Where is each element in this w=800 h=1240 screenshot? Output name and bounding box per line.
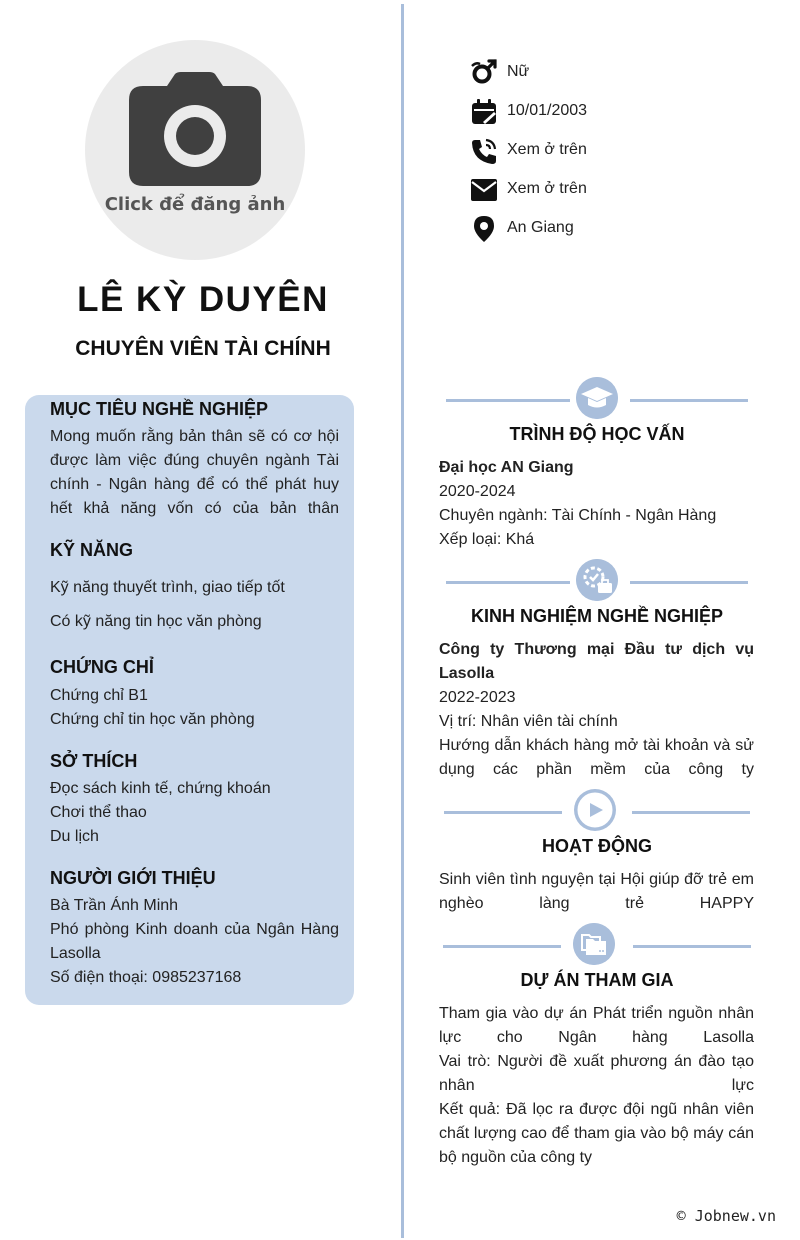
projects-result: Kết quả: Đã lọc ra được đội ngũ nhân viên chất lượng cao để tham gia vào bộ máy cán bộ nguồn của công ty — [439, 1101, 754, 1166]
education-years: 2020-2024 — [439, 483, 516, 500]
experience-heading: KINH NGHIỆM NGHỀ NGHIỆP — [470, 606, 724, 626]
objective-text: Mong muốn rằng bản thân sẽ có cơ hội được làm việc đúng chuyên ngành Tài chính - Ngân hàng để có thể phát huy hết khả năng vốn có của bản thân — [50, 428, 339, 517]
activities-heading: HOẠT ĐỘNG — [542, 836, 652, 856]
avatar-upload[interactable] — [85, 40, 305, 260]
folders-icon — [573, 923, 615, 965]
experience-description: Hướng dẫn khách hàng mở tài khoản và sử dụng các phần mềm của công ty — [439, 737, 754, 778]
location-pin-icon — [470, 215, 498, 243]
play-icon — [574, 789, 616, 831]
address-value: An Giang — [507, 219, 574, 236]
gender-value: Nữ — [507, 63, 530, 80]
avatar-upload-label: Click để đăng ảnh — [104, 194, 286, 215]
candidate-name: LÊ KỲ DUYÊN — [77, 280, 329, 319]
referee-position: Phó phòng Kinh doanh của Ngân Hàng Lasolla — [50, 921, 339, 962]
hobby-item: Chơi thể thao — [50, 804, 147, 821]
referee-name: Bà Trần Ánh Minh — [50, 897, 179, 914]
hobby-item: Du lịch — [50, 828, 99, 845]
education-major: Chuyên ngành: Tài Chính - Ngân Hàng — [439, 507, 717, 524]
skill-item: Có kỹ năng tin học văn phòng — [50, 613, 262, 630]
experience-role: Vị trí: Nhân viên tài chính — [439, 713, 618, 730]
certificate-item: Chứng chỉ B1 — [50, 687, 148, 704]
education-school: Đại học AN Giang — [439, 459, 574, 476]
envelope-icon — [470, 176, 498, 204]
center-divider — [401, 4, 404, 1238]
phone-value: Xem ở trên — [507, 141, 587, 158]
skill-item: Kỹ năng thuyết trình, giao tiếp tốt — [50, 579, 285, 596]
referee-heading: NGƯỜI GIỚI THIỆU — [50, 868, 216, 888]
experience-company: Công ty Thương mại Đầu tư dịch vụ Lasolla — [439, 641, 754, 682]
job-title: CHUYÊN VIÊN TÀI CHÍNH — [75, 337, 331, 360]
hobby-item: Đọc sách kinh tế, chứng khoán — [50, 780, 271, 797]
calendar-icon — [470, 98, 498, 126]
education-heading: TRÌNH ĐỘ HỌC VẤN — [509, 424, 685, 444]
activities-text: Sinh viên tình nguyện tại Hội giúp đỡ trẻ em nghèo làng trẻ HAPPY — [439, 871, 754, 912]
briefcase-gear-icon — [576, 559, 618, 601]
gender-icon — [470, 59, 498, 87]
phone-icon — [470, 137, 498, 165]
referee-phone: Số điện thoại: 0985237168 — [50, 969, 242, 986]
certificates-heading: CHỨNG CHỈ — [50, 657, 154, 677]
email-value: Xem ở trên — [507, 180, 587, 197]
projects-project: Tham gia vào dự án Phát triển nguồn nhân lực cho Ngân hàng Lasolla — [439, 1005, 754, 1046]
projects-heading: DỰ ÁN THAM GIA — [520, 970, 674, 990]
objective-heading: MỤC TIÊU NGHỀ NGHIỆP — [50, 399, 269, 419]
education-grade: Xếp loại: Khá — [439, 531, 535, 548]
experience-years: 2022-2023 — [439, 689, 516, 706]
birthdate-value: 10/01/2003 — [507, 102, 588, 119]
hobbies-heading: SỞ THÍCH — [50, 751, 138, 771]
graduation-cap-icon — [576, 377, 618, 419]
projects-role: Vai trò: Người đề xuất phương án đào tạo nhân lực — [439, 1053, 754, 1094]
camera-icon — [129, 72, 261, 186]
skills-heading: KỸ NĂNG — [50, 540, 134, 560]
copyright-footer: © Jobnew.vn — [676, 1207, 776, 1225]
certificate-item: Chứng chỉ tin học văn phòng — [50, 711, 255, 728]
